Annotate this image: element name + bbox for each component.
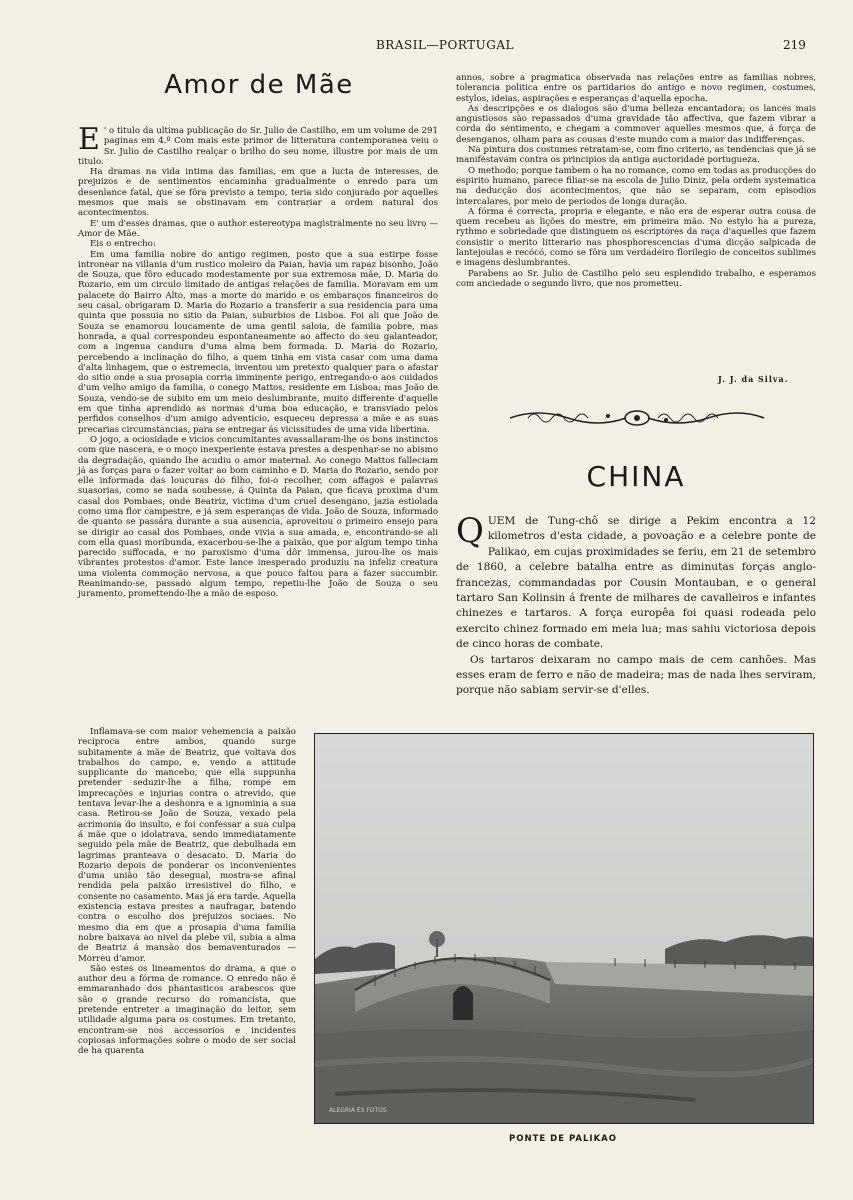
page-number: 219 [783, 38, 806, 52]
ornament-divider-icon [508, 406, 766, 430]
photo-caption: PONTE DE PALIKAO [509, 1134, 617, 1144]
paragraph: As descripções e os dialogos são d'uma belleza encantadora; os lances mais angustiosos são repassados d'uma gravidade tão affectiva, que fazem vibrar a corda do sentimento, e chegam a commover aquelles mesmos que, á força de desenganos, olham para as cousas d'este mundo com a maior das indifferenças. [456, 103, 816, 145]
article-amor-continued [456, 73, 816, 289]
paragraph: E ' o titulo da ultima publicação do Sr. Julio de Castilho, em um volume de 291 paginas em 4.º Com mais este primor de litteratura contemporanea veiu o Sr. Julio de Castilho realçar o brilho do seu nome, illustre por mais de um titulo. [78, 122, 438, 167]
bridge-photo-image [315, 734, 813, 1123]
paragraph: Ha dramas na vida intima das familias, em que a lucta de interesses, de prejuizos e de sentimentos encaminha gradualmente o enredo para um desenlance fatal, que se fôra previsto a tempo, teria sido conjurado por aquelles mesmos que mais se obstinavam em contrariar a ordem natural dos acontecimentos. [78, 167, 438, 219]
paragraph: E' um d'esses dramas, que o author estereotypa magistralmente no seu livro — Amor de Mãe. [78, 218, 438, 239]
paragraph: O jogo, a ociosidade e vicios concumitantes avassallaram-lhe os bons instinctos com que nascera, e o moço inexperiente estava prestes a despenhar-se no abismo da degradação, quando lhe acudiu o amor maternal. Ao conego Mattos falleciam já as forças para o fazer voltar ao bom caminho e D. Maria do Rozario, sendo por elle informada das loucuras do filho, foi-o recolher, com affagos e palavras suasorias, como se nada soubesse, á Quinta da Paian, que ficava proxima d'um casal dos Pombaes, onde Beatriz, victima d'um cruel desengano, jazia estiolada como uma flor campestre, e já sem esperanças de vida. João de Souza, informado de quanto se passára durante a sua ausencia, aproveitou o primeiro ensejo para se dirigir ao casal dos Pombaes, onde vivia a sua amada, e, encontrando-se ali com ella quasi moribunda, exacerbou-se-lhe a paixão, que por algum tempo tinha parecido suffocada, e no paroxismo d'uma dôr immensa, jurou-lhe os mais vibrantes protestos d'amor. Este lance inesperado produziu na infeliz creatura uma violenta commoção nervosa, a que pouco faltou para a fazer succumbir. Reanimando-se, passado algum tempo, repetiu-lhe João de Souza o seu juramento, promettendo-lhe a mão de esposo. [78, 434, 438, 600]
drop-cap: E [78, 122, 100, 157]
paragraph: QUEM de Tung-chô se dirige a Pekim encontra a 12 kilometros d'esta cidade, a povoação e a celebre ponte de Palikao, em cujas proximidades se feriu, em 21 de setembro de 1860, a celebre batalha entre as diminutas forças anglo-francezas, commandadas por Cousin Montauban, e o general tartaro San Kolinsin á frente de milhares de cavalleiros e infantes chinezes e tartaros. A força europêa foi quasi rodeada pelo exercito chinez formado em meia lua; mas sahiu victoriosa depois de cinco horas de combate. [456, 511, 816, 651]
article-china-body [456, 511, 816, 699]
running-header [0, 38, 853, 54]
paragraph: O methodo, porque tambem o ha no romance, como em todas as producções do espirito humano, parece filiar-se na escola de Julio Diniz, pela ordem systematica na deducção dos acontecimentos, que não se separam, com episodios intercalares, por meio de periodos de longa duração. [456, 165, 816, 207]
paragraph: Inflamava-se com maior vehemencia a paixão reciproca entre ambos, quando surge subitamente a mãe de Beatriz, que voltava dos trabalhos do campo, e, vendo a attitude supplicante do mancebo, que ella suppunha pretender seduzir-lhe a filha, rompe em imprecações e injurias contra o atrevido, que tentava levar-lhe a deshonra e a ignominia a sua casa. Retirou-se João de Souza, vexado pela acrimonia do insulto, e foi confessar a sua culpa á mãe que o idolatrava, sendo immediatamente seguido pela mãe de Beatriz, que debulhada em lagrimas pranteava o desacato. D. Maria do Rozario depois de ponderar os inconvenientes d'uma união tão desegual, mostra-se afinal rendida pela paixão irresistivel do filho, e consente no casamento. Mas já era tarde. Aquella existencia estava prestes a naufragar, batendo contra o escolho dos prejuizos sociaes. No mesmo dia em que a prosapia d'uma familia nobre baixava ao nivel da plebe vil, subia a alma de Beatriz á mansão dos bemaventurados — Morreu d'amor. [78, 727, 296, 964]
drop-cap: Q [456, 511, 484, 551]
paragraph: annos, sobre a pragmatica observada nas relações entre as familias nobres, tolerancia politica entre os partidarios do antigo e novo regimen, costumes, estylos, ideias, aspirações e esperanças d'aquella epocha. [456, 73, 816, 104]
article-title-amor-de-mae: Amor de Mãe [164, 70, 354, 100]
photo-credit-mark: ALEGRIA ÉS FOTOS [329, 1107, 387, 1114]
paragraph: A fórma é correcta, propria e elegante, e não era de esperar outra cousa de quem recebeu as lições do mestre, em primeira mão. No estylo ha a pureza, rythmo e sobriedade que distinguem os escriptores da raça d'aquelles que fazem consistir o merito litterario nas phosphorescencias d'uma dicção salpicada de lantejoulas e recócó, como se fôra um verdadeiro florilegio de conceitos sublimes e imagens deslumbrantes. [456, 206, 816, 269]
paragraph: Na pintura dos costumes retratam-se, com fino criterio, as tendencias que já se manifestavam contra os principios da antiga auctoridade portugueza. [456, 145, 816, 166]
paragraph: São estes os lineamentos do drama, a que o author deu a fórma de romance. O enredo não é emmaranhado dos phantasticos arabescos que são o grande recurso do romancista, que pretende entreter a imaginação do leitor, sem utilidade alguma para os costumes. Em tretanto, encontram-se nos accessorios e incidentes copiosas informações sobre o modo de ser social de ha quarenta [78, 963, 296, 1057]
paragraph: Os tartaros deixaram no campo mais de cem canhões. Mas esses eram de ferro e não de madeira; mas de nada lhes serviram, porque não sabiam servir-se d'elles. [456, 653, 816, 697]
paragraph: Eis o entrecho: [90, 239, 156, 250]
paragraph: Parabens ao Sr. Julio de Castilho pelo seu esplendido trabalho, e esperamos com anciedade o segundo livro, que nos prometteu. [456, 268, 816, 289]
article-title-china: CHINA [586, 460, 686, 493]
article-amor-body [78, 122, 438, 600]
author-signature: J. J. da Silva. [718, 374, 789, 384]
article-amor-narrow-column [78, 727, 296, 1057]
bridge-photograph [314, 733, 814, 1124]
paragraph: Em uma familia nobre do antigo regimen, posto que a sua estirpe fosse intronear na villania d'um rustico moleiro da Paian, havia um rapaz bisonho, João de Souza, que fôro educado modestamente por sua extremosa mãe, D. Maria do Rozario, em um circulo limitado de antigas relações de familia. Moravam em um palacete do Bairro Alto, mas a morte do marido e os embaraços financeiros do seu casal, obrigaram D. Maria do Rozario a transferir a sua residencia para uma quinta que possuia no sitio da Paian, suburbios de Lisboa. Foi ali que João de Souza se enamorou loucamente de uma gentil saloia, de familia pobre, mas honrada, a qual correspondeu espontaneamente ao affecto do seu galanteador, com a ingenua candura d'uma alma bem formada. D. Maria do Rozario, percebendo a inclinação do filho, a quem tinha em vista casar com uma dama d'alta linhagem, que o estremecia, inventou um pretexto qualquer para o afastar do sitio onde a sua prosapia corria imminente perigo, entregando-o aos cuidados d'um velho amigo da familia, o conego Mattos, residente em Lisboa; mas João de Souza, vendo-se de subito em um meio deslumbrante, muito differente d'aquelle em que tinha aprendido as normas d'uma boa educação, e transviado pelos perfidos conselhos d'um amigo adventicio, esqueceu depressa a mãe e as suas precarias circumstancias, para se entregar ás vicissitudes de uma vida libertina. [78, 249, 438, 435]
running-title: BRASIL—PORTUGAL [375, 38, 515, 52]
